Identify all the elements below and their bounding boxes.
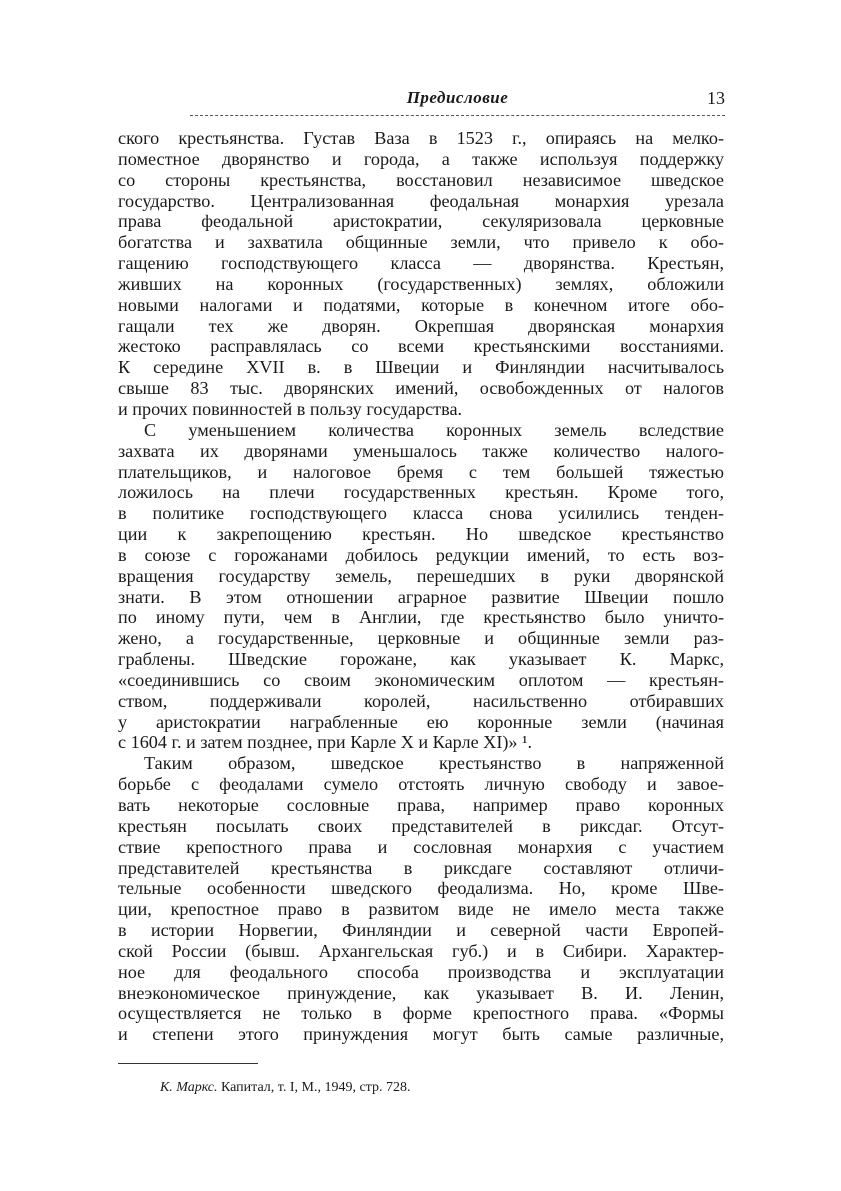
text-line: поместное дворянство и города, а также используя поддержку [118, 148, 724, 169]
text-line: живших на коронных (государственных) землях, обложили [118, 273, 724, 294]
paragraph [118, 128, 724, 420]
text-line: гащению господствующего класса — дворянства. Крестьян, [118, 253, 724, 274]
text-line: ской России (бывш. Архангельская губ.) и в Сибири. Характер- [118, 940, 724, 961]
text-line: по иному пути, чем в Англии, где крестьянство было уничто- [118, 607, 724, 628]
text-line: вать некоторые сословные права, например право коронных [118, 795, 724, 815]
text-line: ции к закрепощению крестьян. Но шведское крестьянство [118, 524, 724, 545]
running-head [190, 88, 725, 114]
text-line: захвата их дворянами уменьшалось также количество налого- [118, 440, 724, 461]
text-line: плательщиков, и налоговое бремя с тем большей тяжестью [118, 461, 724, 482]
text-line: вращения государству земель, перешедших в руки дворянской [118, 565, 724, 586]
header-rule [190, 115, 725, 116]
text-line: Таким образом, шведское крестьянство в напряженной [144, 753, 724, 774]
page-number: 13 [707, 88, 725, 108]
text-line: со стороны крестьянства, восстановил независимое шведское [118, 169, 724, 190]
text-line: в союзе с горожанами добилось редукции имений, то есть воз- [118, 544, 724, 565]
footnote-rule [118, 1063, 258, 1064]
text-line: в истории Норвегии, Финляндии и северной части Европей- [118, 920, 724, 941]
text-line: ствие крепостного права и сословная монархия с участием [118, 836, 724, 857]
text-line: ством, поддерживали королей, насильственно отбиравших [118, 690, 724, 711]
text-line: гащали тех же дворян. Окрепшая дворянская монархия [118, 315, 724, 336]
footnote-author: К. Маркс. [160, 1080, 218, 1095]
text-line: осуществляется не только в форме крепостного права. «Формы [118, 1003, 724, 1024]
running-title: Предисловие [406, 88, 509, 107]
text-line: ции, крепостное право в развитом виде не имело места также [118, 899, 724, 920]
text-line: ского крестьянства. Густав Ваза в 1523 г., опираясь на мелко- [118, 128, 724, 148]
text-line: тельные особенности шведского феодализма. Но, кроме Шве- [118, 878, 724, 899]
text-line: внеэкономическое принуждение, как указывает В. И. Ленин, [118, 982, 724, 1003]
text-line: права феодальной аристократии, секуляризовала церковные [118, 211, 724, 232]
text-line: и степени этого принуждения могут быть самые различные, [118, 1024, 724, 1045]
text-line: представителей крестьянства в риксдаге составляют отличи- [118, 857, 724, 878]
text-line: борьбе с феодалами сумело отстоять личную свободу и завое- [118, 774, 724, 795]
text-line: и прочих повинностей в пользу государства. [118, 398, 463, 419]
text-line: жестоко расправлялась со всеми крестьянскими восстаниями. [118, 336, 724, 357]
text-line: богатства и захватила общинные земли, что привело к обо- [118, 232, 724, 253]
text-line: свыше 83 тыс. дворянских имений, освобожденных от налогов [118, 378, 724, 399]
body-text [118, 128, 724, 1045]
text-line: ное для феодального способа производства и эксплуатации [118, 961, 724, 982]
text-line: в политике господствующего класса снова усилились тенден- [118, 503, 724, 524]
text-line: жено, а государственные, церковные и общинные земли раз- [118, 628, 724, 649]
text-line: новыми налогами и податями, которые в конечном итоге обо- [118, 294, 724, 315]
footnote [160, 1079, 410, 1097]
text-line: у аристократии награбленные ею коронные земли (начиная [118, 711, 724, 732]
text-line: граблены. Шведские горожане, как указывает К. Маркс, [118, 649, 724, 670]
text-line: знати. В этом отношении аграрное развитие Швеции пошло [118, 586, 724, 607]
text-line: С уменьшением количества коронных земель вследствие [144, 419, 724, 440]
text-line: крестьян посылать своих представителей в риксдаг. Отсут- [118, 815, 724, 836]
text-line: К середине XVII в. в Швеции и Финляндии насчитывалось [118, 357, 724, 378]
text-line: государство. Централизованная феодальная монархия урезала [118, 190, 724, 211]
paragraph [118, 420, 724, 754]
text-line: с 1604 г. и затем позднее, при Карле X и Карле XI)» ¹. [118, 732, 533, 753]
footnote-citation: Капитал, т. I, М., 1949, стр. 728. [221, 1080, 411, 1095]
text-line: «соединившись со своим экономическим оплотом — крестьян- [118, 669, 724, 690]
text-line: ложилось на плечи государственных крестьян. Кроме того, [118, 482, 724, 503]
paragraph [118, 753, 724, 1045]
